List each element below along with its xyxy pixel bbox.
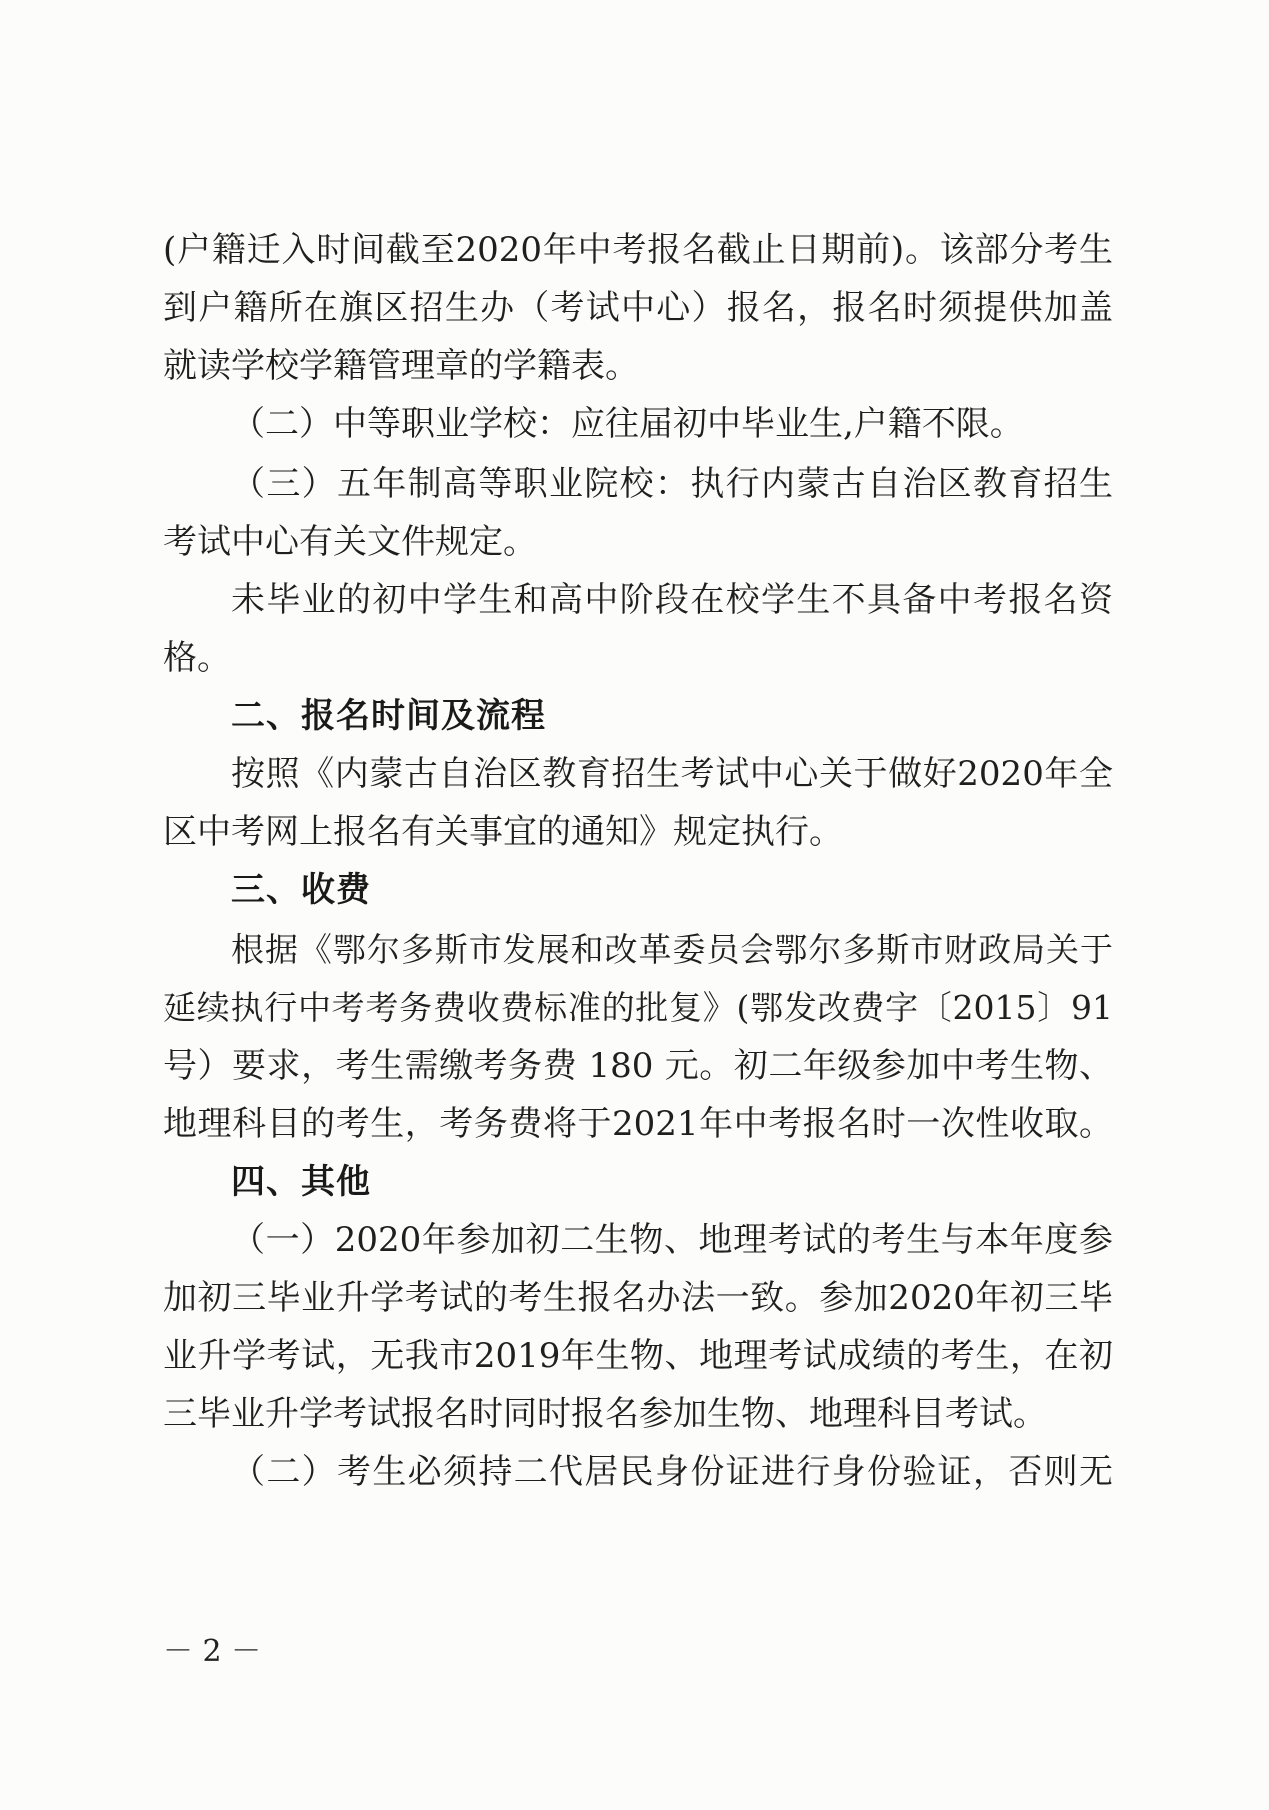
page-number: － 2 － [163,1634,262,1669]
text-line: (户籍迁入时间截至2020年中考报名截止日期前)。该部分考生 [163,230,1113,270]
section-heading: 四、其他 [231,1162,371,1202]
text-line: 三毕业升学考试报名时同时报名参加生物、地理科目考试。 [163,1394,1047,1434]
text-line: （二）中等职业学校：应往届初中毕业生,户籍不限。 [231,404,1024,444]
section-heading: 二、报名时间及流程 [231,696,546,736]
text-line: 业升学考试，无我市2019年生物、地理考试成绩的考生，在初 [163,1336,1113,1376]
text-line: 就读学校学籍管理章的学籍表。 [163,346,639,386]
text-line: 格。 [163,638,231,678]
section-heading: 三、收费 [231,870,371,910]
text-line: 根据《鄂尔多斯市发展和改革委员会鄂尔多斯市财政局关于 [231,930,1113,969]
text-line: 号）要求，考生需缴考务费 180 元。初二年级参加中考生物、 [163,1046,1113,1086]
text-line: 延续执行中考考务费收费标准的批复》(鄂发改费字〔2015〕91 [163,988,1113,1027]
text-line: （一）2020年参加初二生物、地理考试的考生与本年度参 [231,1220,1113,1260]
text-line: 到户籍所在旗区招生办（考试中心）报名，报名时须提供加盖 [163,288,1113,328]
text-line: 区中考网上报名有关事宜的通知》规定执行。 [163,812,843,852]
text-line: 考试中心有关文件规定。 [163,522,537,562]
text-line: 地理科目的考生，考务费将于2021年中考报名时一次性收取。 [163,1104,1113,1144]
text-line: 加初三毕业升学考试的考生报名办法一致。参加2020年初三毕 [163,1278,1113,1318]
text-line: （二）考生必须持二代居民身份证进行身份验证，否则无 [231,1452,1113,1492]
text-line: （三）五年制高等职业院校：执行内蒙古自治区教育招生 [231,464,1113,504]
text-line: 按照《内蒙古自治区教育招生考试中心关于做好2020年全 [231,754,1113,794]
text-line: 未毕业的初中学生和高中阶段在校学生不具备中考报名资 [231,580,1113,620]
